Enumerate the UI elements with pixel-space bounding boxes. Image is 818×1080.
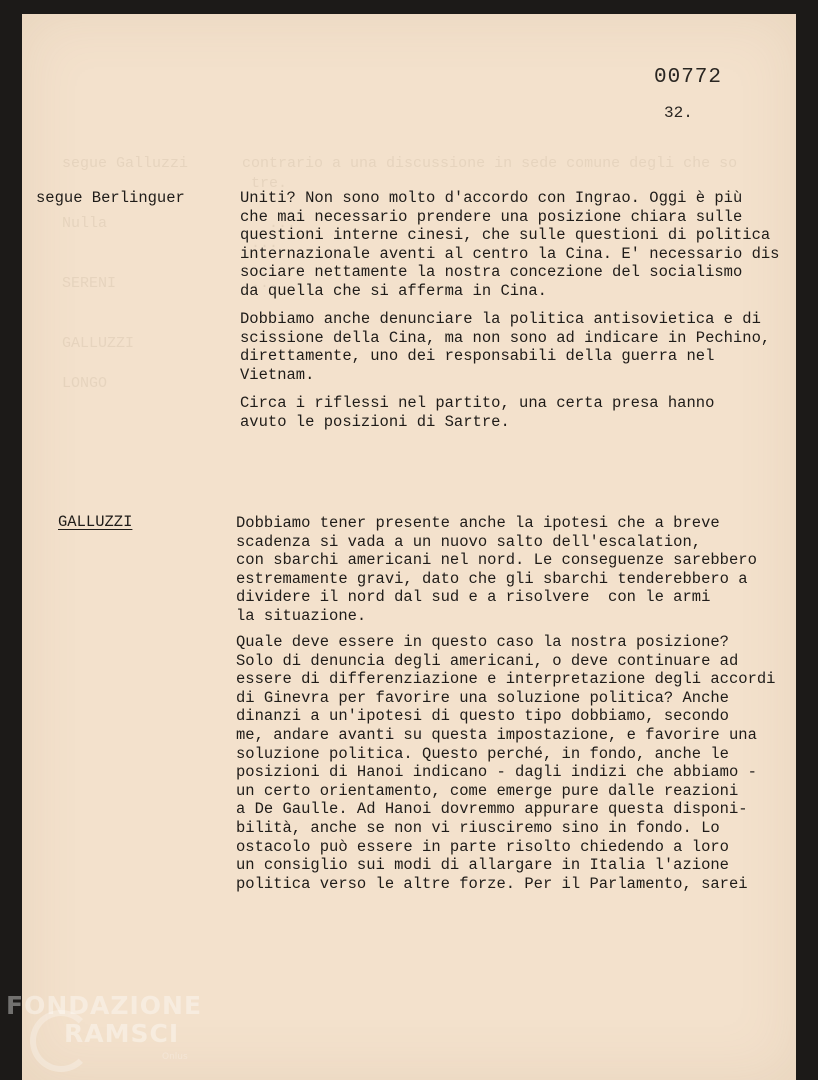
paragraph: Dobbiamo tener presente anche la ipotesi che a breve scadenza si vada a un nuovo salto dell'escalation, con sbarchi americani nel nord. Le conseguenze sarebbero estremamente gravi, dato che gli sbarchi tenderebbero a dividere il nord dal sud e a risolvere con le armi la situazione. bbox=[236, 514, 757, 625]
speaker-label: segue Berlinguer bbox=[36, 189, 185, 207]
speaker-label: GALLUZZI bbox=[58, 513, 133, 531]
watermark-logo: FONDAZIONE RAMSCI bbox=[6, 991, 203, 1048]
bleed-through-text: segue Galluzzi contrario a una discussione in sede comune degli che so tre. Nulla ... ... SERENI ... GALLUZZI LONGO bbox=[62, 155, 738, 392]
paragraph: Uniti? Non sono molto d'accordo con Ingrao. Oggi è più che mai necessario prendere una posizione chiara sulle questioni interne cinesi, che sulle questioni di politica internazionale aventi al centro la Cina. E' necessario dis sociare nettamente la nostra concezione del socialismo da quella che si afferma in Cina. bbox=[240, 189, 780, 300]
document-number: 00772 bbox=[654, 66, 723, 89]
paragraph: Circa i riflessi nel partito, una certa presa hanno avuto le posizioni di Sartre. bbox=[240, 394, 715, 431]
page-number: 32. bbox=[664, 104, 693, 122]
watermark-sub: Onlus bbox=[162, 1052, 188, 1062]
paragraph: Dobbiamo anche denunciare la politica antisovietica e di scissione della Cina, ma non sono ad indicare in Pechino, direttamente, uno dei responsabili della guerra nel Vietnam. bbox=[240, 310, 771, 384]
paragraph: Quale deve essere in questo caso la nostra posizione? Solo di denuncia degli americani, o deve continuare ad essere di differenziazione e interpretazione degli accordi di Ginevra per favorire una soluzione politica? Anche dinanzi a un'ipotesi di questo tipo dobbiamo, secondo me, andare avanti su questa impostazione, e favorire una soluzione politica. Questo perché, in fondo, anche le posizioni di Hanoi indicano - dagli indizi che abbiamo - un certo orientamento, come emerge pure dalle reazioni a De Gaulle. Ad Hanoi dovremmo appurare questa disponi- bilità, anche se non vi riusciremo sino in fondo. Lo ostacolo può essere in parte risolto chiedendo a loro un consiglio sui modi di allargare in Italia l'azione politica verso le altre forze. Per il Parlamento, sarei bbox=[236, 633, 776, 893]
